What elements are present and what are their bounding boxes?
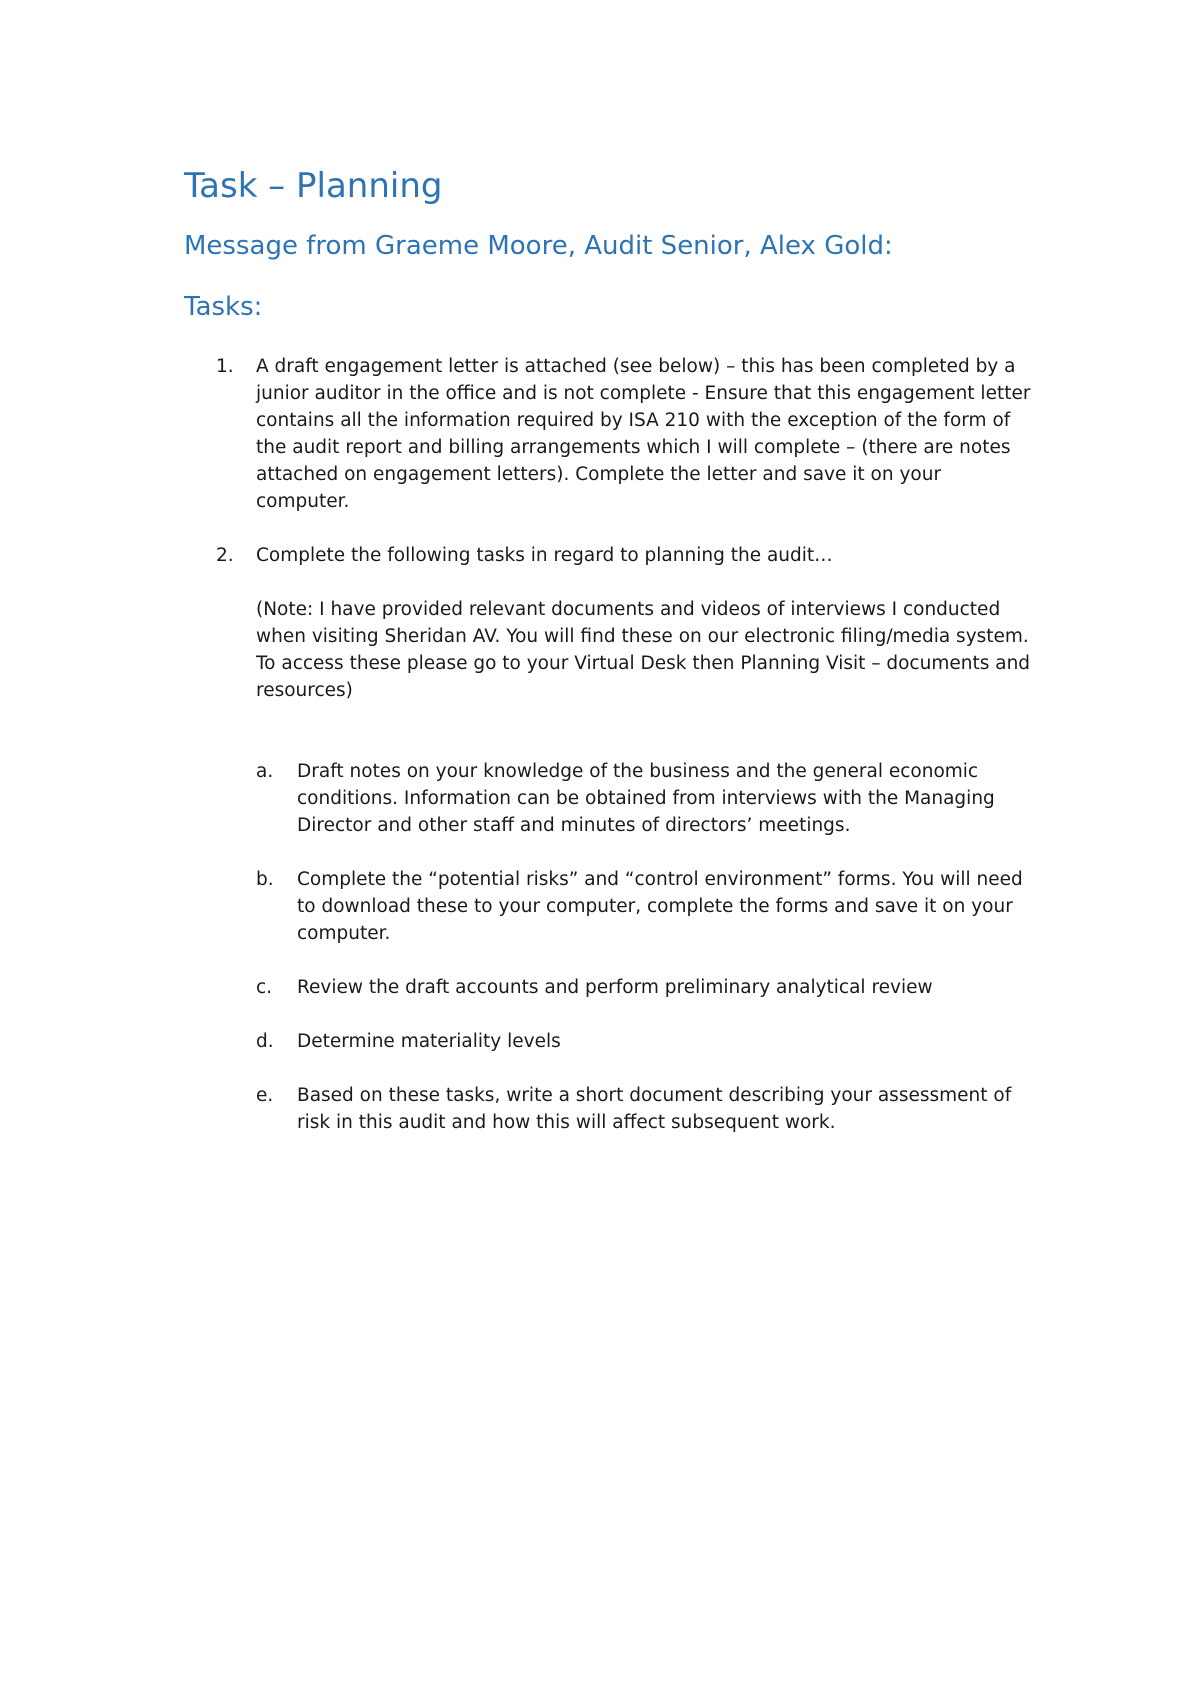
subtask-letter: a. <box>256 761 274 783</box>
subtask-item-e <box>256 1082 1034 1136</box>
task-item-1 <box>184 353 1034 515</box>
message-heading: Message from Graeme Moore, Audit Senior, Alex Gold: <box>184 230 893 261</box>
task-item-2 <box>184 542 1034 1136</box>
task-number: 1. <box>216 356 234 378</box>
subtask-letter: e. <box>256 1085 274 1107</box>
task-text: A draft engagement letter is attached (see below) – this has been completed by a junior auditor in the office and is not complete - Ensure that this engagement letter contains all the information required by ISA 210 with the exception of the form of the audit report and billing arrangements which I will complete – (there are notes attached on engagement letters). Complete the letter and save it on your computer. <box>256 356 1031 513</box>
task-text: Complete the following tasks in regard to planning the audit… <box>256 545 833 567</box>
subtask-item-a <box>256 758 1034 839</box>
subtask-text: Based on these tasks, write a short document describing your assessment of risk in this audit and how this will affect subsequent work. <box>297 1085 1012 1134</box>
subtask-text: Review the draft accounts and perform preliminary analytical review <box>297 977 933 999</box>
subtask-item-b <box>256 866 1034 947</box>
subtask-text: Determine materiality levels <box>297 1031 561 1053</box>
subtask-letter: b. <box>256 869 274 891</box>
subtask-letter: d. <box>256 1031 274 1053</box>
task-note: (Note: I have provided relevant documents and videos of interviews I conducted when visiting Sheridan AV. You will find these on our electronic filing/media system. To access these please go to your Virtual Desk then Planning Visit – documents and resources) <box>256 599 1031 702</box>
tasks-heading: Tasks: <box>184 291 263 322</box>
page-title: Task – Planning <box>184 166 443 206</box>
subtask-letter: c. <box>256 977 273 999</box>
task-list <box>184 353 1034 1136</box>
task-number: 2. <box>216 545 234 567</box>
subtask-list <box>256 758 1034 1136</box>
subtask-item-c <box>256 974 1034 1001</box>
subtask-item-d <box>256 1028 1034 1055</box>
subtask-text: Complete the “potential risks” and “control environment” forms. You will need to download these to your computer, complete the forms and save it on your computer. <box>297 869 1023 945</box>
subtask-text: Draft notes on your knowledge of the business and the general economic conditions. Information can be obtained from interviews with the Managing Director and other staff and minutes of directors’ meetings. <box>297 761 995 837</box>
document-content <box>184 166 1034 1163</box>
